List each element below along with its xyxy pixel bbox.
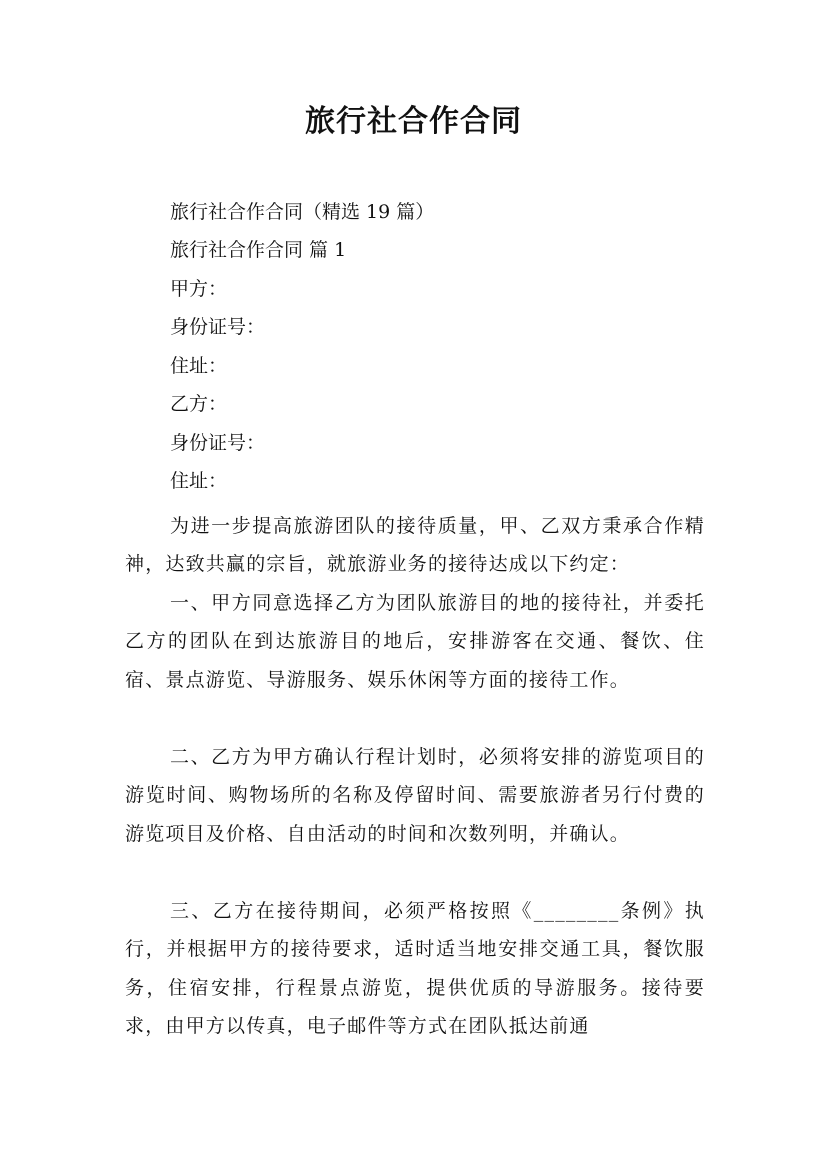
document-title: 旅行社合作合同 (305, 104, 522, 139)
party-b-id-label: 身份证号： (170, 432, 266, 454)
paragraph-clause-1: 一、甲方同意选择乙方为团队旅游目的地的接待社，并委托乙方的团队在到达旅游目的地后，安排游客在交通、餐饮、住宿、景点游览、导游服务、娱乐休闲等方面的接待工作。 (125, 592, 705, 691)
section-heading: 旅行社合作合同 篇 1 (170, 239, 347, 261)
paragraph-intro: 为进一步提高旅游团队的接待质量，甲、乙双方秉承合作精神，达致共赢的宗旨，就旅游业务的接待达成以下约定： (125, 515, 705, 576)
document-subtitle: 旅行社合作合同（精选 19 篇） (170, 201, 435, 223)
party-b-address-label: 住址： (170, 470, 228, 492)
party-a-address-label: 住址： (170, 355, 228, 377)
party-b-label: 乙方： (170, 393, 228, 415)
paragraph-clause-2: 二、乙方为甲方确认行程计划时，必须将安排的游览项目的游览时间、购物场所的名称及停留时间、需要旅游者另行付费的游览项目及价格、自由活动的时间和次数列明，并确认。 (125, 746, 705, 845)
party-a-id-label: 身份证号： (170, 316, 266, 338)
party-a-label: 甲方： (170, 278, 228, 300)
paragraph-clause-3: 三、乙方在接待期间，必须严格按照《________条例》执行，并根据甲方的接待要求，适时适当地安排交通工具，餐饮服务，住宿安排，行程景点游览，提供优质的导游服务。接待要求，由甲方以传真，电子邮件等方式在团队抵达前通 (125, 900, 705, 1037)
